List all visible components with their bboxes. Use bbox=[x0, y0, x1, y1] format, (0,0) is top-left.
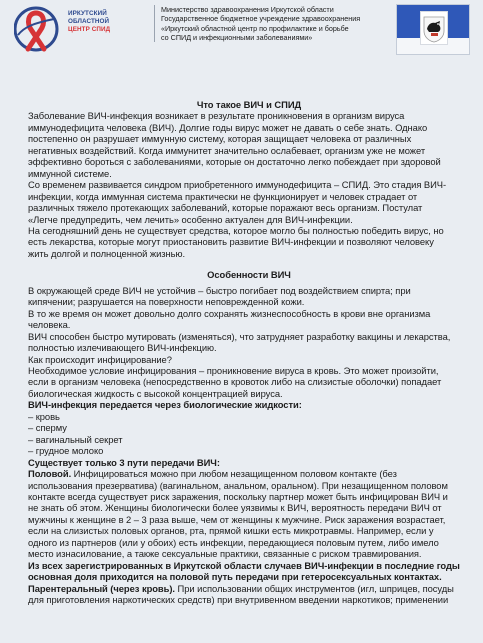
text-line: различных тяжело протекающих заболеваний, которые поражают весь организм. Постулат bbox=[28, 202, 423, 214]
coat-of-arms-icon bbox=[420, 11, 448, 45]
org-line-1: Министерство здравоохранения Иркутской области bbox=[161, 5, 334, 14]
org-line-3: «Иркутский областной центр по профилактике и борьбе bbox=[161, 23, 349, 33]
text-line: эффективно бороться с заболеваниями, которые он достаточно легко побеждает при здоровой bbox=[28, 156, 441, 168]
org-line-4: со СПИД и инфекционными заболеваниями» bbox=[161, 32, 313, 42]
text-line bbox=[28, 583, 470, 594]
subheading-body-fluids: ВИЧ-инфекция передается через биологические жидкости: bbox=[28, 399, 302, 411]
text-run: При использовании общих инструментов (игл, шприцев, посуды bbox=[175, 582, 454, 594]
text-line: кипячении; разрушается на поверхности неповрежденной кожи. bbox=[28, 296, 305, 308]
section-heading-what-is-hiv: Что такое ВИЧ и СПИД bbox=[196, 99, 302, 110]
text-line: полностью излечивающего ВИЧ-инфекцию. bbox=[28, 342, 217, 354]
text-line: одного из партнеров (или у обоих) есть инфекции, передающиеся половым путем, либо имело bbox=[28, 536, 439, 548]
list-item: – грудное молоко bbox=[28, 445, 104, 457]
text-line: В окружающей среде ВИЧ не устойчив – быстро погибает под воздействием спирта; при bbox=[28, 284, 411, 296]
text-line: есть лекарства, которые могут приостановить развитие ВИЧ-инфекции и позволяют человеку bbox=[28, 236, 434, 248]
aids-center-logo bbox=[14, 3, 144, 59]
document-header bbox=[0, 0, 483, 66]
irkutsk-region-flag bbox=[396, 4, 470, 55]
text-line: ВИЧ способен быстро мутировать (изменяться), что затрудняет разработку вакцины и лекарства, bbox=[28, 330, 451, 342]
text-line: негативных воздействий. Когда иммунитет значительно ослабевает, организм уже не может bbox=[28, 144, 426, 156]
text-line: «Легче предупредить, чем лечить» особенно актуален для ВИЧ-инфекции. bbox=[28, 213, 353, 225]
text-line: контакте всегда существует риск заражения, поскольку партнер может быть инфицирован ВИЧ и bbox=[28, 490, 448, 502]
text-line: В то же время он может довольно долго сохранять жизнеспособность в крови вне организма bbox=[28, 307, 431, 319]
text-run: Инфицироваться можно при любом незащищенном половом контакте (без bbox=[71, 468, 397, 480]
red-ribbon-icon bbox=[14, 5, 60, 57]
lead-sexual-route: Половой. bbox=[28, 468, 72, 480]
text-line: жить долгой и полноценной жизнью. bbox=[28, 247, 186, 259]
text-line: иммунодефицита человека (ВИЧ). Долгие годы вирус может не давать о себе знать. Однако bbox=[28, 121, 428, 133]
text-line: Со временем развивается синдром приобретенного иммунодефицита – СПИД. Это стадия ВИЧ- bbox=[28, 179, 447, 191]
text-line: мужчины к женщине в 2 – 3 раза выше, чем от женщины к мужчине. Риск заражения возрастает, bbox=[28, 513, 446, 525]
text-line: Заболевание ВИЧ-инфекция возникает в результате проникновения в организм вируса bbox=[28, 110, 405, 122]
logo-wordmark bbox=[68, 10, 146, 34]
text-line: постепенно он разрушает иммунную систему, которая защищает человека от различных bbox=[28, 133, 412, 145]
document-body bbox=[28, 99, 470, 605]
text-line: биологическая жидкость с высокой концентрацией вируса. bbox=[28, 387, 283, 399]
text-line bbox=[28, 468, 470, 479]
text-line: для приготовления наркотических средств) при внутривенном введении наркотиков; применении bbox=[28, 594, 449, 606]
text-line: если в организм человека (непосредственно в кровоток либо на слизистые оболочки) попадает bbox=[28, 376, 442, 388]
list-item: – кровь bbox=[28, 410, 60, 422]
logo-line-3: ЦЕНТР СПИД bbox=[68, 26, 111, 33]
logo-line-2: ОБЛАСТНОЙ bbox=[68, 18, 110, 25]
org-line-2: Государственное бюджетное учреждение здравоохранения bbox=[161, 14, 361, 24]
list-item: – сперму bbox=[28, 422, 67, 434]
logo-line-1: ИРКУТСКИЙ bbox=[68, 10, 107, 17]
organization-name bbox=[154, 5, 391, 42]
text-line: использования презерватива) (вагинальном, анальном, оральном). При незащищенном половом bbox=[28, 479, 448, 491]
list-item: – вагинальный секрет bbox=[28, 433, 123, 445]
text-line: место изнасилование, а также сексуальные практики, связанные с риском травмирования. bbox=[28, 548, 422, 560]
subheading-transmission-routes: Существует только 3 пути передачи ВИЧ: bbox=[28, 456, 220, 468]
section-heading-hiv-features: Особенности ВИЧ bbox=[207, 269, 291, 281]
text-line: Как происходит инфицирование? bbox=[28, 353, 172, 365]
text-line: не знать об этом. Женщины биологически более уязвимы к ВИЧ, вероятность передачи ВИЧ от bbox=[28, 502, 442, 514]
text-line-bold: основная доля приходится на половой путь передачи при гетеросексуальных контактах. bbox=[28, 571, 442, 583]
text-line: На сегодняшний день не существует средства, которое могло бы полностью победить вирус, но bbox=[28, 224, 444, 236]
text-line-bold: Из всех зарегистрированных в Иркутской области случаев ВИЧ-инфекции в последние годы bbox=[28, 559, 460, 571]
text-line: Необходимое условие инфицирования – проникновение вируса в кровь. Это может произойти, bbox=[28, 364, 439, 376]
text-line: инфекции, когда иммунная система практически не функционирует и человек страдает от bbox=[28, 190, 418, 202]
lead-parenteral-route: Парентеральный (через кровь). bbox=[28, 582, 175, 594]
text-line: если на слизистых половых органов, рта, прямой кишки есть микротравмы. Например, если у bbox=[28, 525, 434, 537]
text-line: иммунной системе. bbox=[28, 167, 112, 179]
text-line: человека. bbox=[28, 319, 71, 331]
